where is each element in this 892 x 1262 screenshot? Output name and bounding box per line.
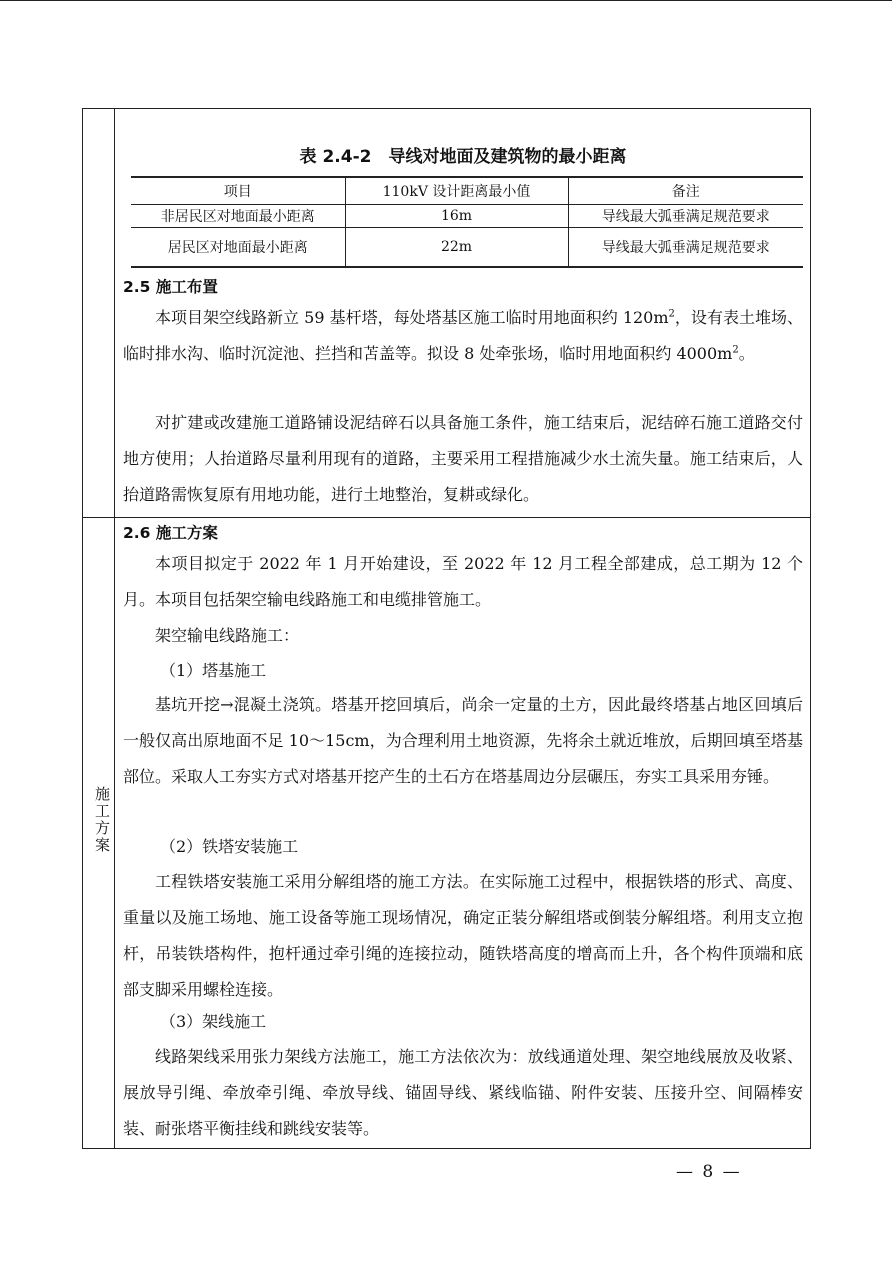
subsection-label: （3）架线施工 [160,1012,267,1031]
side-label: 施工方案 [93,786,111,854]
section-heading-2-6: 2.6 施工方案 [123,524,218,542]
paragraph: 线路架线采用张力架线方法施工，施工方法依次为：放线通道处理、架空地线展放及收紧、展放导引绳、牵放牵引绳、牵放导线、锚固导线、紧线临锚、附件安装、压接升空、间隔棒安装、耐张塔平衡挂线和跳线安装等。 [123,1047,803,1138]
paragraph: 对扩建或改建施工道路铺设泥结碎石以具备施工条件，施工结束后，泥结碎石施工道路交付地方使用；人抬道路尽量利用现有的道路，主要采用工程措施减少水土流失量。施工结束后，人抬道路需恢复原有用地功能，进行土地整治，复耕或绿化。 [123,413,803,504]
left-column-separator [82,517,115,518]
paragraph [123,300,803,372]
table-cell: 居民区对地面最小距离 [131,227,345,267]
table-title: 表 2.4-2 导线对地面及建筑物的最小距离 [299,147,627,167]
top-rule [0,0,892,1]
paragraph: 工程铁塔安装施工采用分解组塔的施工方法。在实际施工过程中，根据铁塔的形式、高度、重量以及施工场地、施工设备等施工现场情况，确定正装分解组塔或倒装分解组塔。利用支立抱杆，吊装铁塔构件，抱杆通过牵引绳的连接拉动，随铁塔高度的增高而上升，各个构件顶端和底部支脚采用螺栓连接。 [123,872,803,999]
paragraph: 本项目拟定于 2022 年 1 月开始建设，至 2022 年 12 月工程全部建成，总工期为 12 个月。本项目包括架空输电线路施工和电缆排管施工。 [123,554,803,609]
table-cell: 导线最大弧垂满足规范要求 [568,204,803,227]
left-column-divider [114,108,115,1149]
table-header-cell: 110kV 设计距离最小值 [345,177,568,204]
row-separator [114,517,811,518]
subsection-label: （2）铁塔安装施工 [160,837,299,856]
superscript: 2 [732,344,739,356]
table-header-cell: 备注 [568,177,803,204]
table-cell: 16m [345,204,568,227]
table-row [131,204,803,227]
section-heading-2-5: 2.5 施工布置 [123,278,218,296]
table-row [131,227,803,267]
table-header-cell: 项目 [131,177,345,204]
superscript: 2 [668,308,675,320]
table-cell: 非居民区对地面最小距离 [131,204,345,227]
paragraph-text: ，设有表土堆场、临时排水沟、临时沉淀池、拦挡和苫盖等。拟设 8 处牵张场，临时用地面积约 4000m [123,308,803,363]
paragraph-text: 本项目架空线路新立 59 基杆塔，每处塔基区施工临时用地面积约 120m [155,308,669,327]
table-cell: 22m [345,227,568,267]
paragraph-text: 。 [738,344,755,363]
table-header-row [131,177,803,204]
paragraph: 架空输电线路施工： [155,626,300,645]
subsection-label: （1）塔基施工 [160,661,267,680]
paragraph: 基坑开挖→混凝土浇筑。塔基开挖回填后，尚余一定量的土方，因此最终塔基占地区回填后一般仅高出原地面不足 10～15cm，为合理利用土地资源，先将余土就近堆放，后期回填至塔基部位。采取人工夯实方式对塔基开挖产生的土石方在塔基周边分层碾压，夯实工具采用夯锤。 [123,695,803,786]
table-cell: 导线最大弧垂满足规范要求 [568,227,803,267]
distance-table [131,176,803,268]
page-number: — 8 — [676,1162,742,1182]
